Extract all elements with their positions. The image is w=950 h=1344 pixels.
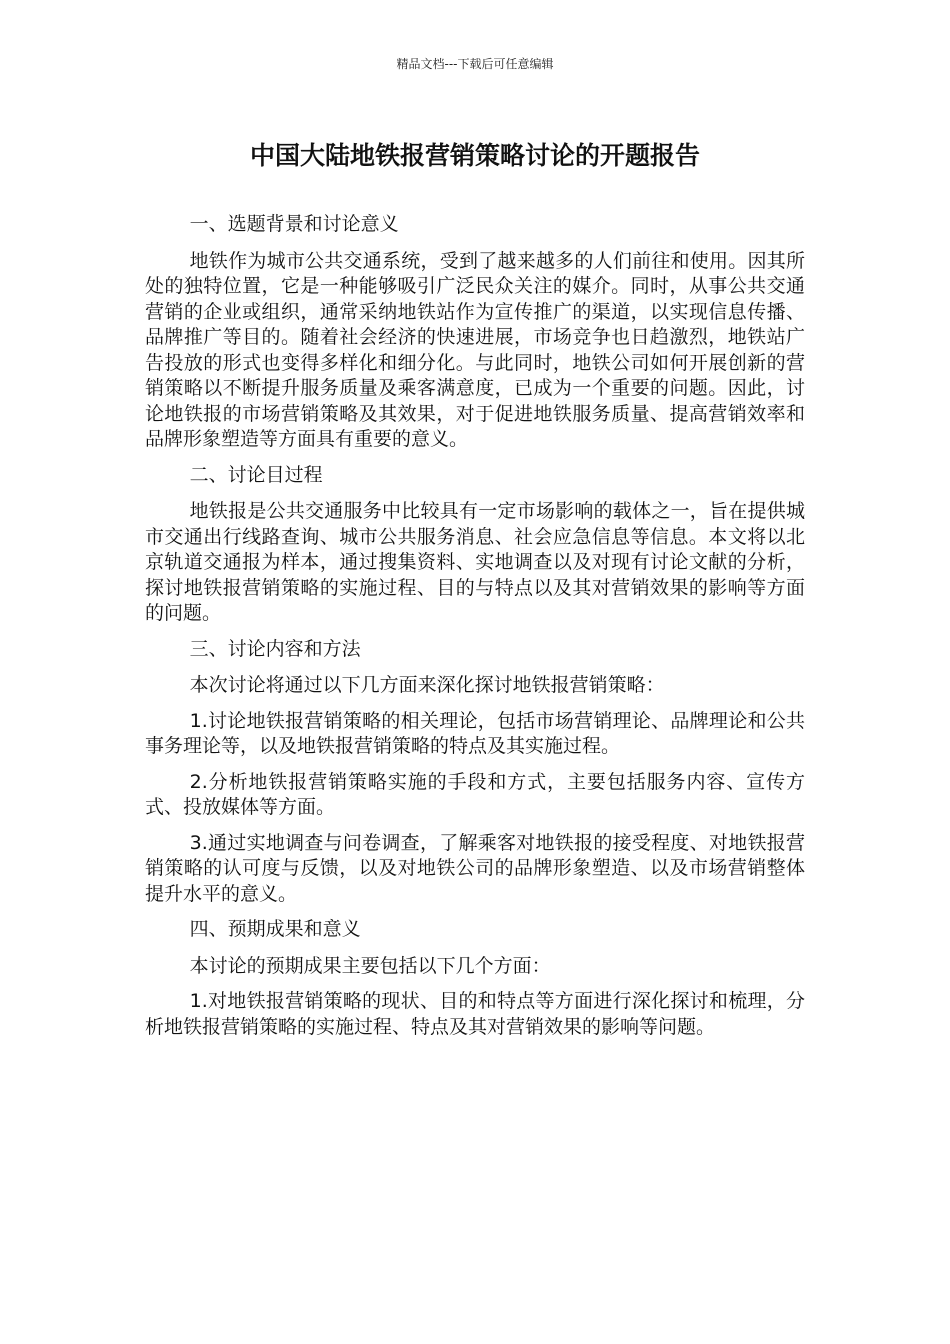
section-heading-2: 二、讨论目过程 bbox=[189, 463, 323, 486]
section-1-paragraph: 地铁作为城市公共交通系统，受到了越来越多的人们前往和使用。因其所处的独特位置，它是一种能够吸引广泛民众关注的媒介。同时，从事公共交通营销的企业或组织，通常采纳地铁站作为宣传推广的渠道，以实现信息传播、品牌推广等目的。随着社会经济的快速进展，市场竞争也日趋激烈，地铁站广告投放的形式也变得多样化和细分化。与此同时，地铁公司如何开展创新的营销策略以不断提升服务质量及乘客满意度，已成为一个重要的问题。因此，讨论地铁报的市场营销策略及其效果，对于促进地铁服务质量、提高营销效率和品牌形象塑造等方面具有重要的意义。 bbox=[145, 249, 805, 450]
section-heading-3: 三、讨论内容和方法 bbox=[189, 637, 361, 660]
page-header: 精品文档---下载后可任意编辑 bbox=[396, 57, 554, 71]
section-3-item-2: 2.分析地铁报营销策略实施的手段和方式，主要包括服务内容、宣传方式、投放媒体等方面。 bbox=[145, 770, 805, 818]
section-heading-4: 四、预期成果和意义 bbox=[189, 918, 361, 940]
section-3-item-3: 3.通过实地调查与问卷调查，了解乘客对地铁报的接受程度、对地铁报营销策略的认可度与反馈，以及对地铁公司的品牌形象塑造、以及市场营销整体提升水平的意义。 bbox=[145, 831, 805, 905]
document-body bbox=[145, 212, 805, 1050]
section-heading-1: 一、选题背景和讨论意义 bbox=[189, 213, 399, 235]
section-3-intro: 本次讨论将通过以下几方面来深化探讨地铁报营销策略： bbox=[189, 674, 665, 696]
section-4-item-1: 1.对地铁报营销策略的现状、目的和特点等方面进行深化探讨和梳理，分析地铁报营销策略的实施过程、特点及其对营销效果的影响等问题。 bbox=[145, 990, 805, 1038]
section-4-intro: 本讨论的预期成果主要包括以下几个方面： bbox=[189, 954, 551, 977]
section-2-paragraph: 地铁报是公共交通服务中比较具有一定市场影响的载体之一，旨在提供城市交通出行线路查询、城市公共服务消息、社会应急信息等信息。本文将以北京轨道交通报为样本，通过搜集资料、实地调查以及对现有讨论文献的分析，探讨地铁报营销策略的实施过程、目的与特点以及其对营销效果的影响等方面的问题。 bbox=[145, 500, 805, 624]
section-3-item-1: 1.讨论地铁报营销策略的相关理论，包括市场营销理论、品牌理论和公共事务理论等，以及地铁报营销策略的特点及其实施过程。 bbox=[145, 709, 805, 757]
document-title: 中国大陆地铁报营销策略讨论的开题报告 bbox=[249, 141, 700, 170]
